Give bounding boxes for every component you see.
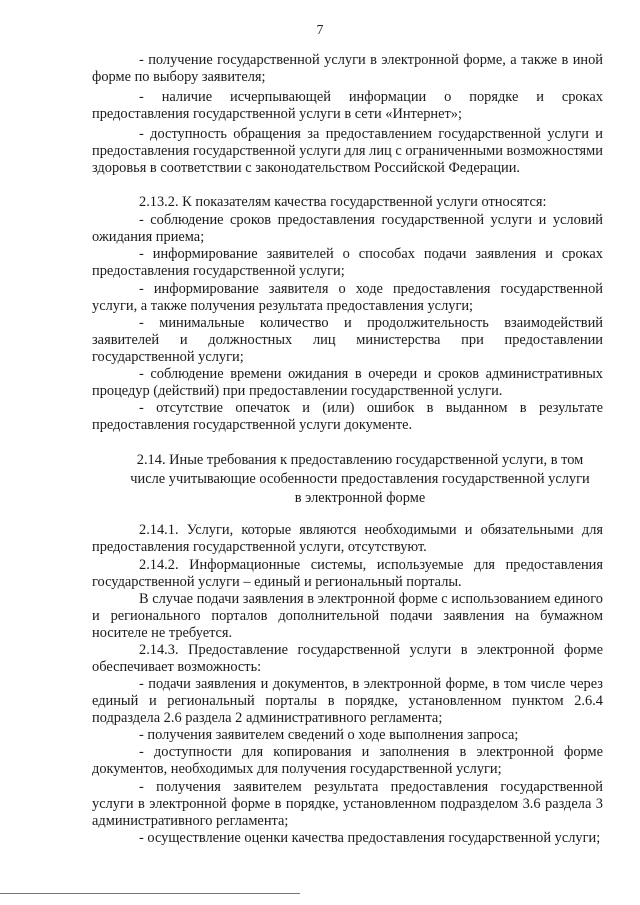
paragraph-11: 2.14.1. Услуги, которые являются необходимыми и обязательными для предоставления государственной услуги, отсутствуют. <box>92 522 603 556</box>
paragraph-12: 2.14.2. Информационные системы, используемые для предоставления государственной услуги – единый и региональный порталы. <box>92 557 603 591</box>
paragraph-3: - доступность обращения за предоставлением государственной услуги и предоставления государственной услуги для лиц с ограниченными возможностями здоровья в соответствии с законодательством Российской Федерации. <box>92 126 603 177</box>
paragraph-17: - доступности для копирования и заполнения в электронной форме документов, необходимых для получения государственной услуги; <box>92 744 603 778</box>
paragraph-16: - получения заявителем сведений о ходе выполнения запроса; <box>139 727 519 743</box>
paragraph-15: - подачи заявления и документов, в электронной форме, в том числе через единый и региональный порталы в порядке, установленном пунктом 2.6.4 подраздела 2.6 раздела 2 административного регламента; <box>92 676 603 727</box>
bottom-divider <box>0 893 300 894</box>
paragraph-2: - наличие исчерпывающей информации о порядке и сроках предоставления государственной услуги в сети «Интернет»; <box>92 89 603 123</box>
page-number: 7 <box>316 22 324 37</box>
paragraph-1: - получение государственной услуги в электронной форме, а также в иной форме по выбору заявителя; <box>92 52 603 86</box>
paragraph-19: - осуществление оценки качества предоставления государственной услуги; <box>139 830 601 846</box>
paragraph-13: В случае подачи заявления в электронной форме с использованием единого и регионального порталов дополнительной подачи заявления на бумажном носителе не требуется. <box>92 591 603 642</box>
paragraph-14: 2.14.3. Предоставление государственной услуги в электронной форме обеспечивает возможность: <box>92 642 603 676</box>
paragraph-6: - информирование заявителей о способах подачи заявления и сроках предоставления государственной услуги; <box>92 246 603 280</box>
paragraph-18: - получения заявителем результата предоставления государственной услуги в электронной форме в порядке, установленном подразделом 3.6 раздела 3 административного регламента; <box>92 779 603 830</box>
paragraph-5: - соблюдение сроков предоставления государственной услуги и условий ожидания приема; <box>92 212 603 246</box>
paragraph-4: 2.13.2. К показателям качества государственной услуги относятся: <box>139 194 547 210</box>
paragraph-8: - минимальные количество и продолжительность взаимодействий заявителей и должностных лиц министерства при предоставлении государственной услуги; <box>92 315 603 366</box>
paragraph-10: - отсутствие опечаток и (или) ошибок в выданном в результате предоставления государственной услуги документе. <box>92 400 603 434</box>
section-heading-2-14: 2.14. Иные требования к предоставлению государственной услуги, в том числе учитывающие особенности предоставления государственной услуги в электронной форме <box>130 452 590 506</box>
paragraph-7: - информирование заявителя о ходе предоставления государственной услуги, а также получения результата предоставления услуги; <box>92 281 603 315</box>
paragraph-9: - соблюдение времени ожидания в очереди и сроков административных процедур (действий) при предоставлении государственной услуги. <box>92 366 603 400</box>
